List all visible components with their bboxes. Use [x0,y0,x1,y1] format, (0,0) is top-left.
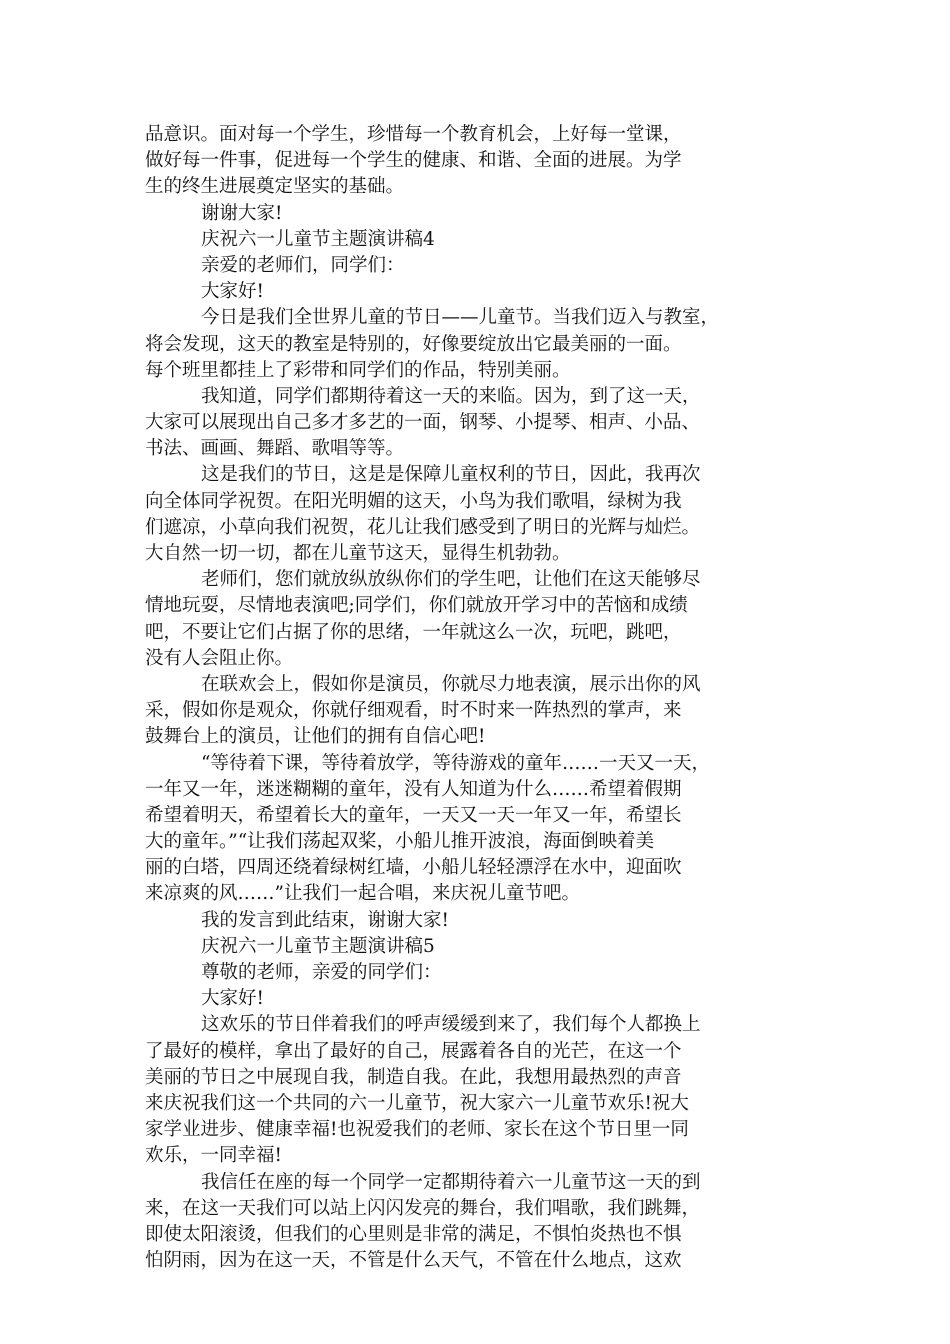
text-line: 品意识。面对每一个学生，珍惜每一个教育机会，上好每一堂课， [145,124,682,145]
text-line: 在联欢会上，假如你是演员，你就尽力地表演，展示出你的风 [201,673,701,695]
text-line: 家学业进步、健康幸福!也祝爱我们的老师、家长在这个节日里一同 [145,1119,689,1141]
text-line: 向全体同学祝贺。在阳光明媚的这天，小鸟为我们歌唱，绿树为我 [145,490,682,512]
text-line: 情地玩耍，尽情地表演吧;同学们，你们就放开学习中的苦恼和成绩 [145,595,688,617]
text-line: 大家好! [201,988,264,1010]
text-line: 做好每一件事，促进每一个学生的健康、和谐、全面的进展。为学 [145,150,682,172]
text-line: 来凉爽的风……”让我们一起合唱，来庆祝儿童节吧。 [145,883,580,905]
text-line: 我知道，同学们都期待着这一天的来临。因为，到了这一天， [201,385,701,407]
text-line: 欢乐，一同幸福! [145,1145,282,1167]
text-line: 庆祝六一儿童节主题演讲稿4 [201,228,435,250]
text-line: 将会发现，这天的教室是特别的，好像要绽放出它最美丽的一面。 [145,333,682,355]
text-line: 我的发言到此结束，谢谢大家! [201,909,449,931]
text-line: 尊敬的老师，亲爱的同学们： [201,962,442,983]
text-line: 怕阴雨，因为在这一天，不管是什么天气，不管在什么地点，这欢 [145,1250,682,1272]
text-line: 吧，不要让它们占据了你的思绪，一年就这么一次，玩吧，跳吧， [145,621,682,643]
text-line: “等待着下课，等待着放学，等待游戏的童年……一天又一天， [201,752,710,774]
text-line: 了最好的模样，拿出了最好的自己，展露着各自的光芒，在这一个 [145,1040,682,1062]
text-line: 今日是我们全世界儿童的节日——儿童节。当我们迈入与教室， [201,307,720,329]
text-line: 希望着明天，希望着长大的童年，一天又一天一年又一年，希望长 [145,804,682,826]
text-line: 们遮凉，小草向我们祝贺，花儿让我们感受到了明日的光辉与灿烂。 [145,516,701,538]
text-line: 来庆祝我们这一个共同的六一儿童节，祝大家六一儿童节欢乐!祝大 [145,1092,689,1114]
text-line: 大自然一切一切，都在儿童节这天，显得生机勃勃。 [145,543,571,564]
text-line: 没有人会阻止你。 [145,647,294,669]
text-line: 这欢乐的节日伴着我们的呼声缓缓到来了，我们每个人都换上 [201,1014,701,1036]
text-line: 每个班里都挂上了彩带和同学们的作品，特别美丽。 [145,359,571,381]
text-line: 老师们，您们就放纵放纵你们的学生吧，让他们在这天能够尽 [201,569,701,591]
text-line: 书法、画画、舞蹈、歌唱等等。 [145,438,405,460]
text-line: 采，假如你是观众，你就仔细观看，时不时来一阵热烈的掌声，来 [145,700,682,722]
text-line: 美丽的节日之中展现自我，制造自我。在此，我想用最热烈的声音 [145,1066,682,1088]
text-line: 庆祝六一儿童节主题演讲稿5 [201,935,435,957]
text-line: 大的童年。”“让我们荡起双桨，小船儿推开波浪，海面倒映着美 [145,831,655,853]
text-line: 来，在这一天我们可以站上闪闪发亮的舞台，我们唱歌，我们跳舞， [145,1197,701,1219]
text-line: 大家可以展现出自己多才多艺的一面，钢琴、小提琴、相声、小品、 [145,412,701,434]
text-line: 亲爱的老师们，同学们： [201,254,405,276]
document-page [145,122,825,1274]
text-line: 大家好! [201,281,264,303]
text-line: 鼓舞台上的演员，让他们的拥有自信心吧! [145,726,486,748]
text-line: 生的终生进展奠定坚实的基础。 [145,176,405,198]
text-line: 谢谢大家! [201,202,283,224]
text-line: 一年又一年，迷迷糊糊的童年，没有人知道为什么……希望着假期 [145,778,682,800]
text-line: 我信任在座的每一个同学一定都期待着六一儿童节这一天的到 [201,1171,701,1193]
text-line: 丽的白塔，四周还绕着绿树红墙，小船儿轻轻漂浮在水中，迎面吹 [145,857,682,879]
text-line: 这是我们的节日，这是是保障儿童权利的节日，因此，我再次 [201,464,701,486]
text-line: 即使太阳滚烫，但我们的心里则是非常的满足，不惧怕炎热也不惧 [145,1223,682,1245]
